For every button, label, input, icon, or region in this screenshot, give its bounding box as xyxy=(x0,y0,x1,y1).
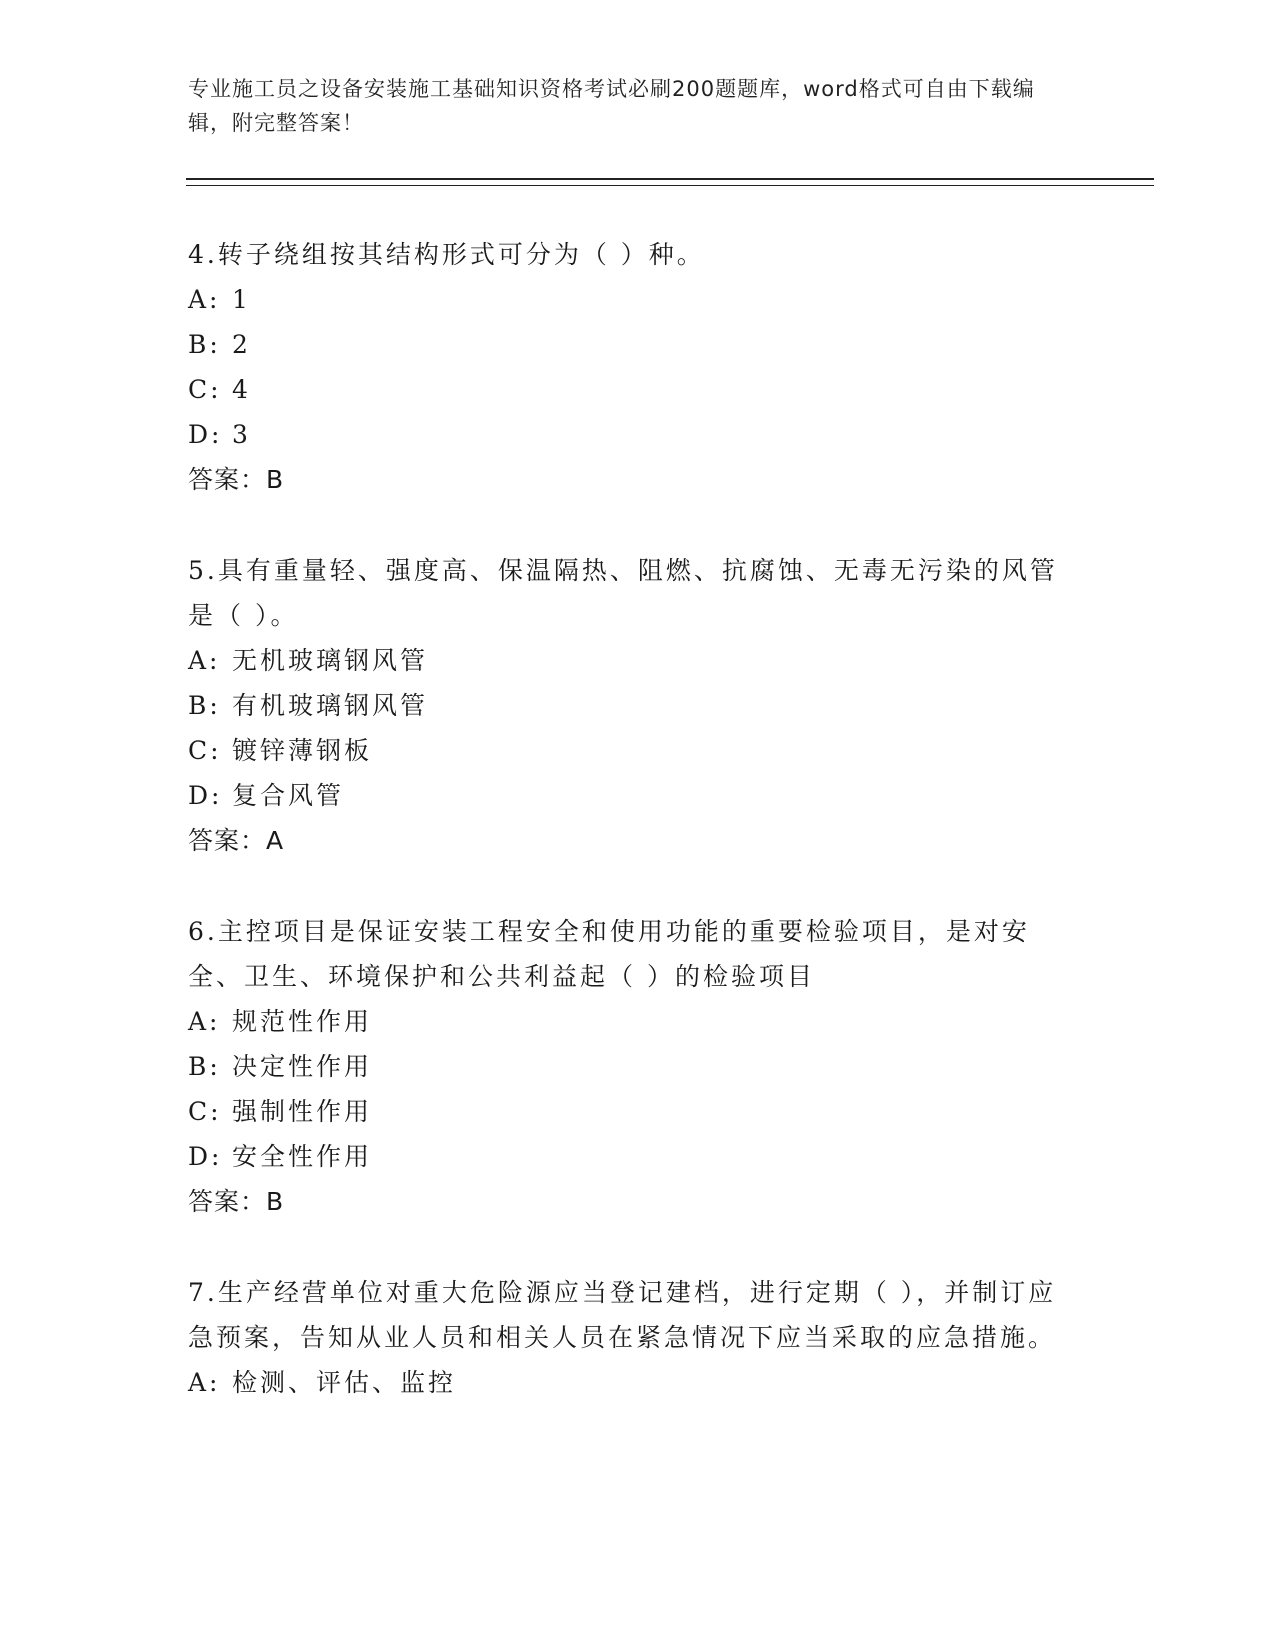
option-key: D: xyxy=(188,1142,223,1171)
option-text: 决定性作用 xyxy=(232,1052,373,1081)
question-4 xyxy=(188,232,1068,502)
option-text: 强制性作用 xyxy=(232,1097,373,1126)
question-stem: 6.主控项目是保证安装工程安全和使用功能的重要检验项目，是对安全、卫生、环境保护和公共利益起（ ）的检验项目 xyxy=(188,917,1030,991)
option-d xyxy=(188,1134,1068,1179)
option-b xyxy=(188,1044,1068,1089)
option-key: D: xyxy=(188,420,223,449)
option-a xyxy=(188,1360,1068,1405)
question-6 xyxy=(188,909,1068,1224)
option-a xyxy=(188,638,1068,683)
option-c xyxy=(188,728,1068,773)
option-text: 镀锌薄钢板 xyxy=(232,736,373,765)
option-text: 无机玻璃钢风管 xyxy=(232,646,429,675)
question-stem: 5.具有重量轻、强度高、保温隔热、阻燃、抗腐蚀、无毒无污染的风管是（ ）。 xyxy=(188,556,1058,630)
option-key: C: xyxy=(188,736,222,765)
option-key: D: xyxy=(188,781,223,810)
option-key: C: xyxy=(188,1097,222,1126)
option-a xyxy=(188,999,1068,1044)
question-list xyxy=(188,232,1068,1451)
option-b xyxy=(188,322,1068,367)
option-text: 有机玻璃钢风管 xyxy=(232,691,429,720)
option-d xyxy=(188,412,1068,457)
option-text: 1 xyxy=(232,285,251,314)
question-stem: 4.转子绕组按其结构形式可分为（ ）种。 xyxy=(188,240,705,269)
option-text: 3 xyxy=(232,420,251,449)
answer-line: 答案：B xyxy=(188,465,285,494)
question-stem: 7.生产经营单位对重大危险源应当登记建档，进行定期（ ），并制订应急预案，告知从业人员和相关人员在紧急情况下应当采取的应急措施。 xyxy=(188,1278,1057,1352)
option-text: 4 xyxy=(232,375,251,404)
question-7 xyxy=(188,1270,1068,1405)
option-c xyxy=(188,367,1068,412)
option-key: A: xyxy=(188,285,221,314)
answer-line: 答案：A xyxy=(188,826,285,855)
option-key: A: xyxy=(188,1368,221,1397)
option-text: 2 xyxy=(232,330,251,359)
option-a xyxy=(188,277,1068,322)
option-key: B: xyxy=(188,1052,221,1081)
option-b xyxy=(188,683,1068,728)
option-key: B: xyxy=(188,330,221,359)
option-text: 安全性作用 xyxy=(232,1142,373,1171)
option-key: A: xyxy=(188,1007,221,1036)
option-c xyxy=(188,1089,1068,1134)
header-divider xyxy=(186,178,1154,186)
answer-line: 答案：B xyxy=(188,1187,285,1216)
option-text: 检测、评估、监控 xyxy=(232,1368,457,1397)
option-text: 复合风管 xyxy=(232,781,345,810)
option-text: 规范性作用 xyxy=(232,1007,373,1036)
option-key: B: xyxy=(188,691,221,720)
option-key: C: xyxy=(188,375,222,404)
option-d xyxy=(188,773,1068,818)
document-header: 专业施工员之设备安装施工基础知识资格考试必刷200题题库，word格式可自由下载编辑，附完整答案！ xyxy=(188,77,1035,135)
question-5 xyxy=(188,548,1068,863)
option-key: A: xyxy=(188,646,221,675)
